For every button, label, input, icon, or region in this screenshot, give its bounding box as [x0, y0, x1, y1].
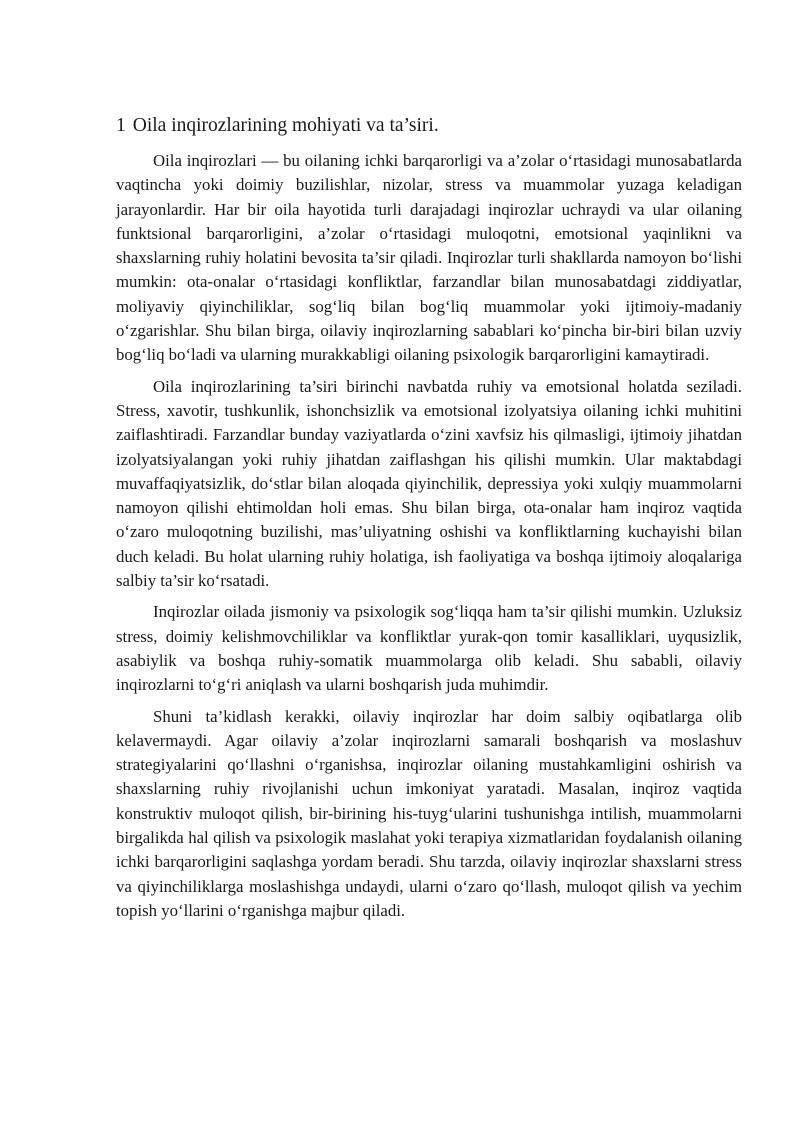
paragraph-1: Oila inqirozlari — bu oilaning ichki barqarorligi va a’zolar o‘rtasidagi munosabatlarda vaqtincha yoki doimiy buzilishlar, nizolar, stress va muammolar yuzaga keladigan jarayonlardir. Har bir oila hayotida turli darajadagi inqirozlar uchraydi va ular oilaning funktsional barqarorligini, a’zolar o‘rtasidagi muloqotni, emotsional yaqinlikni va shaxslarning ruhiy holatini bevosita ta’sir qiladi. Inqirozlar turli shakllarda namoyon bo‘lishi mumkin: ota-onalar o‘rtasidagi konfliktlar, farzandlar bilan munosabatdagi ziddiyatlar, moliyaviy qiyinchiliklar, sog‘liq bilan bog‘liq muammolar yoki ijtimoiy-madaniy o‘zgarishlar. Shu bilan birga, oilaviy inqirozlarning sabablari ko‘pincha bir-biri bilan uzviy bog‘liq bo‘ladi va ularning murakkabligi oilaning psixologik barqarorligini kamaytiradi. — [116, 151, 742, 365]
paragraph-3: Inqirozlar oilada jismoniy va psixologik sog‘liqqa ham ta’sir qilishi mumkin. Uzluksiz stress, doimiy kelishmovchiliklar va konfliktlar yurak-qon tomir kasalliklari, uyqusizlik, asabiylik va boshqa ruhiy-somatik muammolarga olib keladi. Shu sababli, oilaviy inqirozlarni to‘g‘ri aniqlash va ularni boshqarish juda muhimdir. — [116, 602, 742, 695]
section-heading — [116, 113, 439, 139]
section-number: 1 — [116, 115, 126, 136]
paragraph-2: Oila inqirozlarining ta’siri birinchi navbatda ruhiy va emotsional holatda seziladi. Stress, xavotir, tushkunlik, ishonchsizlik va emotsional izolyatsiya oilaning ichki muhitini zaiflashtiradi. Farzandlar bunday vaziyatlarda o‘zini xavfsiz his qilmasligi, ijtimoiy jihatdan izolyatsiyalangan yoki ruhiy jihatdan zaiflashgan his qilishi mumkin. Ular maktabdagi muvaffaqiyatsizlik, do‘stlar bilan aloqada qiyinchilik, depressiya yoki xulqiy muammolarni namoyon qilishi ehtimoldan holi emas. Shu bilan birga, ota-onalar ham inqiroz vaqtida o‘zaro muloqotning buzilishi, mas’uliyatning oshishi va konfliktlarning kuchayishi bilan duch keladi. Bu holat ularning ruhiy holatiga, ish faoliyatiga va boshqa ijtimoiy aloqalariga salbiy ta’sir ko‘rsatadi. — [116, 376, 742, 591]
paragraph-4: Shuni ta’kidlash kerakki, oilaviy inqirozlar har doim salbiy oqibatlarga olib kelavermaydi. Agar oilaviy a’zolar inqirozlarni samarali boshqarish va moslashuv strategiyalarini qo‘llashni o‘rganishsa, inqirozlar oilaning mustahkamligini oshirish va shaxslarning ruhiy rivojlanishi uchun imkoniyat yaratadi. Masalan, inqiroz vaqtida konstruktiv muloqot qilish, bir-birining his-tuyg‘ularini tushunishga intilish, muammolarni birgalikda hal qilish va psixologik maslahat yoki terapiya xizmatlaridan foydalanish oilaning ichki barqarorligini saqlashga yordam beradi. Shu tarzda, oilaviy inqirozlar shaxslarni stress va qiyinchiliklarga moslashishga undaydi, ularni o‘zaro qo‘llash, muloqot qilish va yechim topish yo‘llarini o‘rganishga majbur qiladi. — [116, 706, 742, 920]
section-title: Oila inqirozlarining mohiyati va ta’siri. — [132, 115, 439, 136]
body-text — [116, 149, 742, 930]
